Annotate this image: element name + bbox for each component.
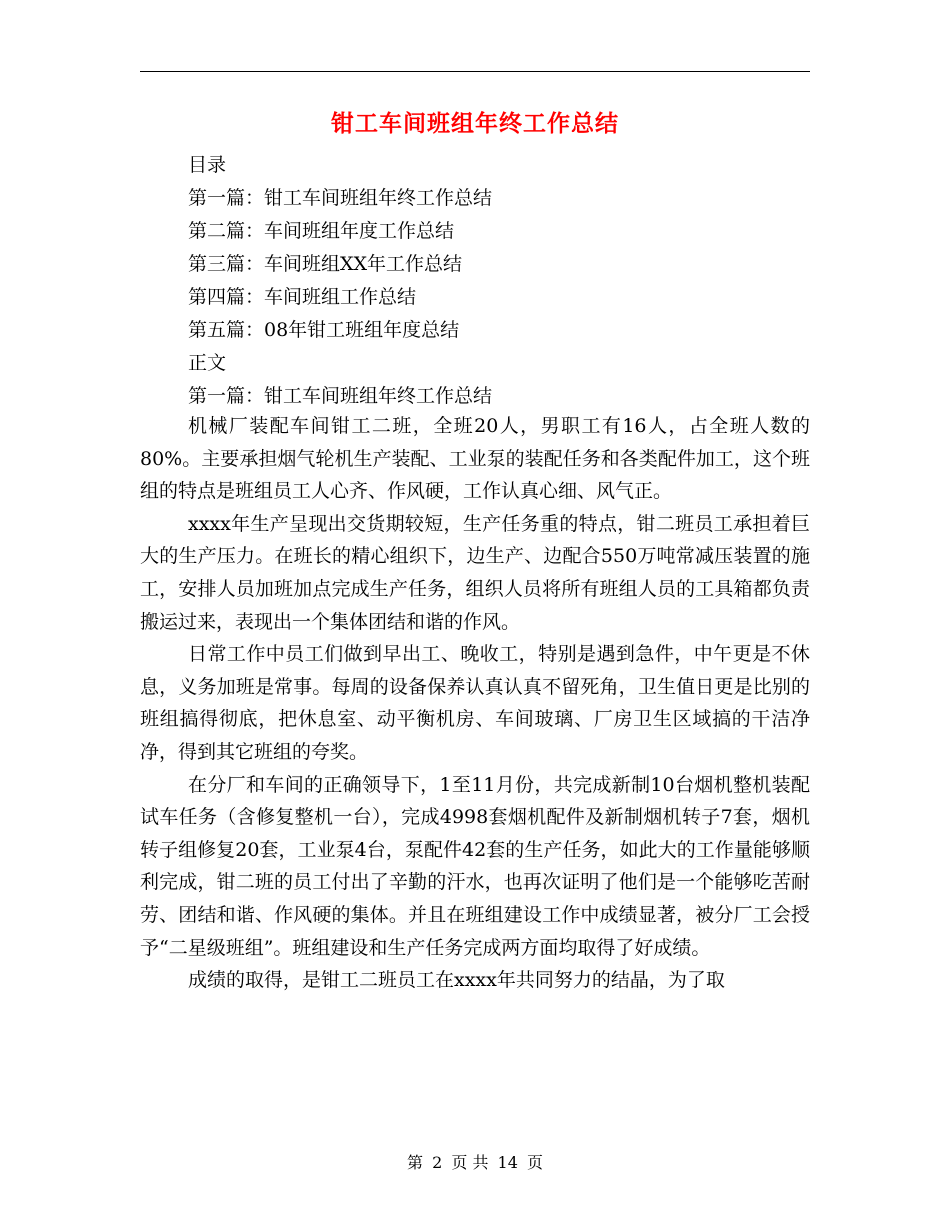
paragraph: 机械厂装配车间钳工二班，全班20人，男职工有16人，占全班人数的80%。主要承担烟气轮机生产装配、工业泵的装配任务和各类配件加工，这个班组的特点是班组员工人心齐、作风硬，工作认真心细、风气正。 — [140, 415, 810, 503]
page-number: 2 — [432, 1153, 443, 1172]
paragraph: 在分厂和车间的正确领导下，1至11月份，共完成新制10台烟机整机装配试车任务（含修复整机一台），完成4998套烟机配件及新制烟机转子7套，烟机转子组修复20套，工业泵4台，泵配件42套的生产任务，如此大的工作量能够顺利完成，钳二班的员工付出了辛勤的汗水，也再次证明了他们是一个能够吃苦耐劳、团结和谐、作风硬的集体。并且在班组建设工作中成绩显著，被分厂工会授予“二星级班组”。班组建设和生产任务完成两方面均取得了好成绩。 — [140, 773, 810, 959]
toc-item: 第四篇：车间班组工作总结 — [188, 286, 417, 308]
section-heading: 第一篇：钳工车间班组年终工作总结 — [188, 385, 493, 407]
toc-item: 第五篇：08年钳工班组年度总结 — [188, 319, 460, 341]
body-heading: 正文 — [188, 352, 227, 374]
toc-item: 第三篇：车间班组XX年工作总结 — [188, 253, 463, 275]
paragraph: 日常工作中员工们做到早出工、晚收工，特别是遇到急件，中午更是不休息，义务加班是常事。每周的设备保养认真认真不留死角，卫生值日更是比别的班组搞得彻底，把休息室、动平衡机房、车间玻璃、厂房卫生区域搞的干洁净净，得到其它班组的夸奖。 — [140, 643, 810, 763]
header-rule — [140, 71, 810, 72]
footer-suffix: 页 — [527, 1153, 544, 1172]
toc-heading: 目录 — [188, 154, 227, 176]
page-footer — [0, 1152, 950, 1174]
toc-item: 第一篇：钳工车间班组年终工作总结 — [188, 187, 493, 209]
table-of-contents — [188, 149, 492, 413]
footer-prefix: 第 — [406, 1153, 423, 1172]
body-text — [140, 410, 810, 997]
paragraph: 成绩的取得，是钳工二班员工在xxxx年共同努力的结晶，为了取 — [188, 969, 725, 992]
total-pages: 14 — [497, 1153, 518, 1172]
paragraph: xxxx年生产呈现出交货期较短，生产任务重的特点，钳二班员工承担着巨大的生产压力。在班长的精心组织下，边生产、边配合550万吨常减压装置的施工，安排人员加班加点完成生产任务，组织人员将所有班组人员的工具箱都负责搬运过来，表现出一个集体团结和谐的作风。 — [140, 512, 810, 633]
footer-middle: 页 共 — [451, 1153, 489, 1172]
toc-item: 第二篇：车间班组年度工作总结 — [188, 220, 455, 242]
page-title: 钳工车间班组年终工作总结 — [331, 111, 619, 137]
